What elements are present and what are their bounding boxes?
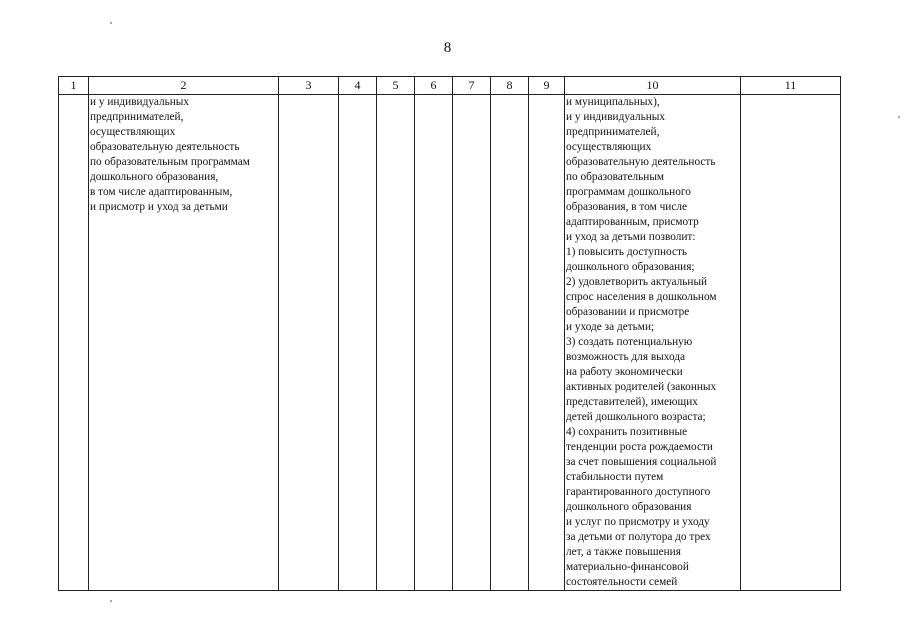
- cell-col1: [59, 95, 89, 591]
- column-header: 5: [377, 77, 415, 95]
- text-line: и присмотр и уход за детьми: [90, 201, 228, 213]
- cell-col3: [279, 95, 339, 591]
- column-header: 2: [89, 77, 279, 95]
- cell-col11: [741, 95, 841, 591]
- column-header: 1: [59, 77, 89, 95]
- text-line: дошкольного образования;: [566, 261, 695, 273]
- text-line: активных родителей (законных: [566, 381, 717, 393]
- text-line: 2) удовлетворить актуальный: [566, 276, 708, 288]
- text-line: образовательную деятельность: [90, 141, 240, 153]
- text-line: возможность для выхода: [566, 351, 686, 363]
- text-line: и у индивидуальных: [90, 96, 190, 108]
- column-header: 4: [339, 77, 377, 95]
- text-line: дошкольного образования,: [90, 171, 219, 183]
- document-table: [58, 76, 841, 591]
- text-line: состоятельности семей: [566, 576, 678, 588]
- text-line: тенденции роста рождаемости: [566, 441, 713, 453]
- text-line: 1) повысить доступность: [566, 246, 688, 258]
- text-line: за детьми от полутора до трех: [566, 531, 711, 543]
- text-line: материально-финансовой: [566, 561, 689, 573]
- table-row: [59, 95, 841, 591]
- text-line: и муниципальных),: [566, 96, 660, 108]
- text-line: в том числе адаптированным,: [90, 186, 233, 198]
- text-line: по образовательным программам: [90, 156, 250, 168]
- text-line: дошкольного образования: [566, 501, 692, 513]
- column-header: 6: [415, 77, 453, 95]
- cell-col6: [415, 95, 453, 591]
- text-line: и уход за детьми позволит:: [566, 231, 696, 243]
- text-line: детей дошкольного возраста;: [566, 411, 706, 423]
- column-header: 3: [279, 77, 339, 95]
- column-header: 11: [741, 77, 841, 95]
- text-line: и уходе за детьми;: [566, 321, 655, 333]
- text-line: 3) создать потенциальную: [566, 336, 693, 348]
- text-line: образования, в том числе: [566, 201, 687, 213]
- page-number: 8: [443, 40, 452, 56]
- table-header-row: [59, 77, 841, 95]
- cell-col7: [453, 95, 491, 591]
- scan-speck: [898, 116, 900, 118]
- text-line: гарантированного доступного: [566, 486, 711, 498]
- text-line: и у индивидуальных: [566, 111, 666, 123]
- scan-speck: [110, 22, 112, 24]
- column-header: 7: [453, 77, 491, 95]
- text-line: предпринимателей,: [90, 111, 184, 123]
- text-line: осуществляющих: [566, 141, 652, 153]
- text-line: спрос населения в дошкольном: [566, 291, 717, 303]
- text-line: образовании и присмотре: [566, 306, 690, 318]
- column-header: 9: [529, 77, 565, 95]
- cell-col8: [491, 95, 529, 591]
- text-line: 4) сохранить позитивные: [566, 426, 688, 438]
- text-line: стабильности путем: [566, 471, 664, 483]
- text-line: лет, а также повышения: [566, 546, 681, 558]
- cell-col10: [565, 95, 741, 591]
- text-line: и услуг по присмотру и уходу: [566, 516, 710, 528]
- text-line: программам дошкольного: [566, 186, 691, 198]
- text-line: адаптированным, присмотр: [566, 216, 699, 228]
- text-line: осуществляющих: [90, 126, 176, 138]
- column-header: 10: [565, 77, 741, 95]
- text-line: предпринимателей,: [566, 126, 660, 138]
- text-line: образовательную деятельность: [566, 156, 716, 168]
- text-line: представителей), имеющих: [566, 396, 698, 408]
- column-header: 8: [491, 77, 529, 95]
- text-line: по образовательным: [566, 171, 665, 183]
- cell-col9: [529, 95, 565, 591]
- text-line: на работу экономически: [566, 366, 683, 378]
- text-line: за счет повышения социальной: [566, 456, 717, 468]
- cell-col2: [89, 95, 279, 591]
- cell-col5: [377, 95, 415, 591]
- scan-speck: [110, 600, 112, 602]
- cell-col4: [339, 95, 377, 591]
